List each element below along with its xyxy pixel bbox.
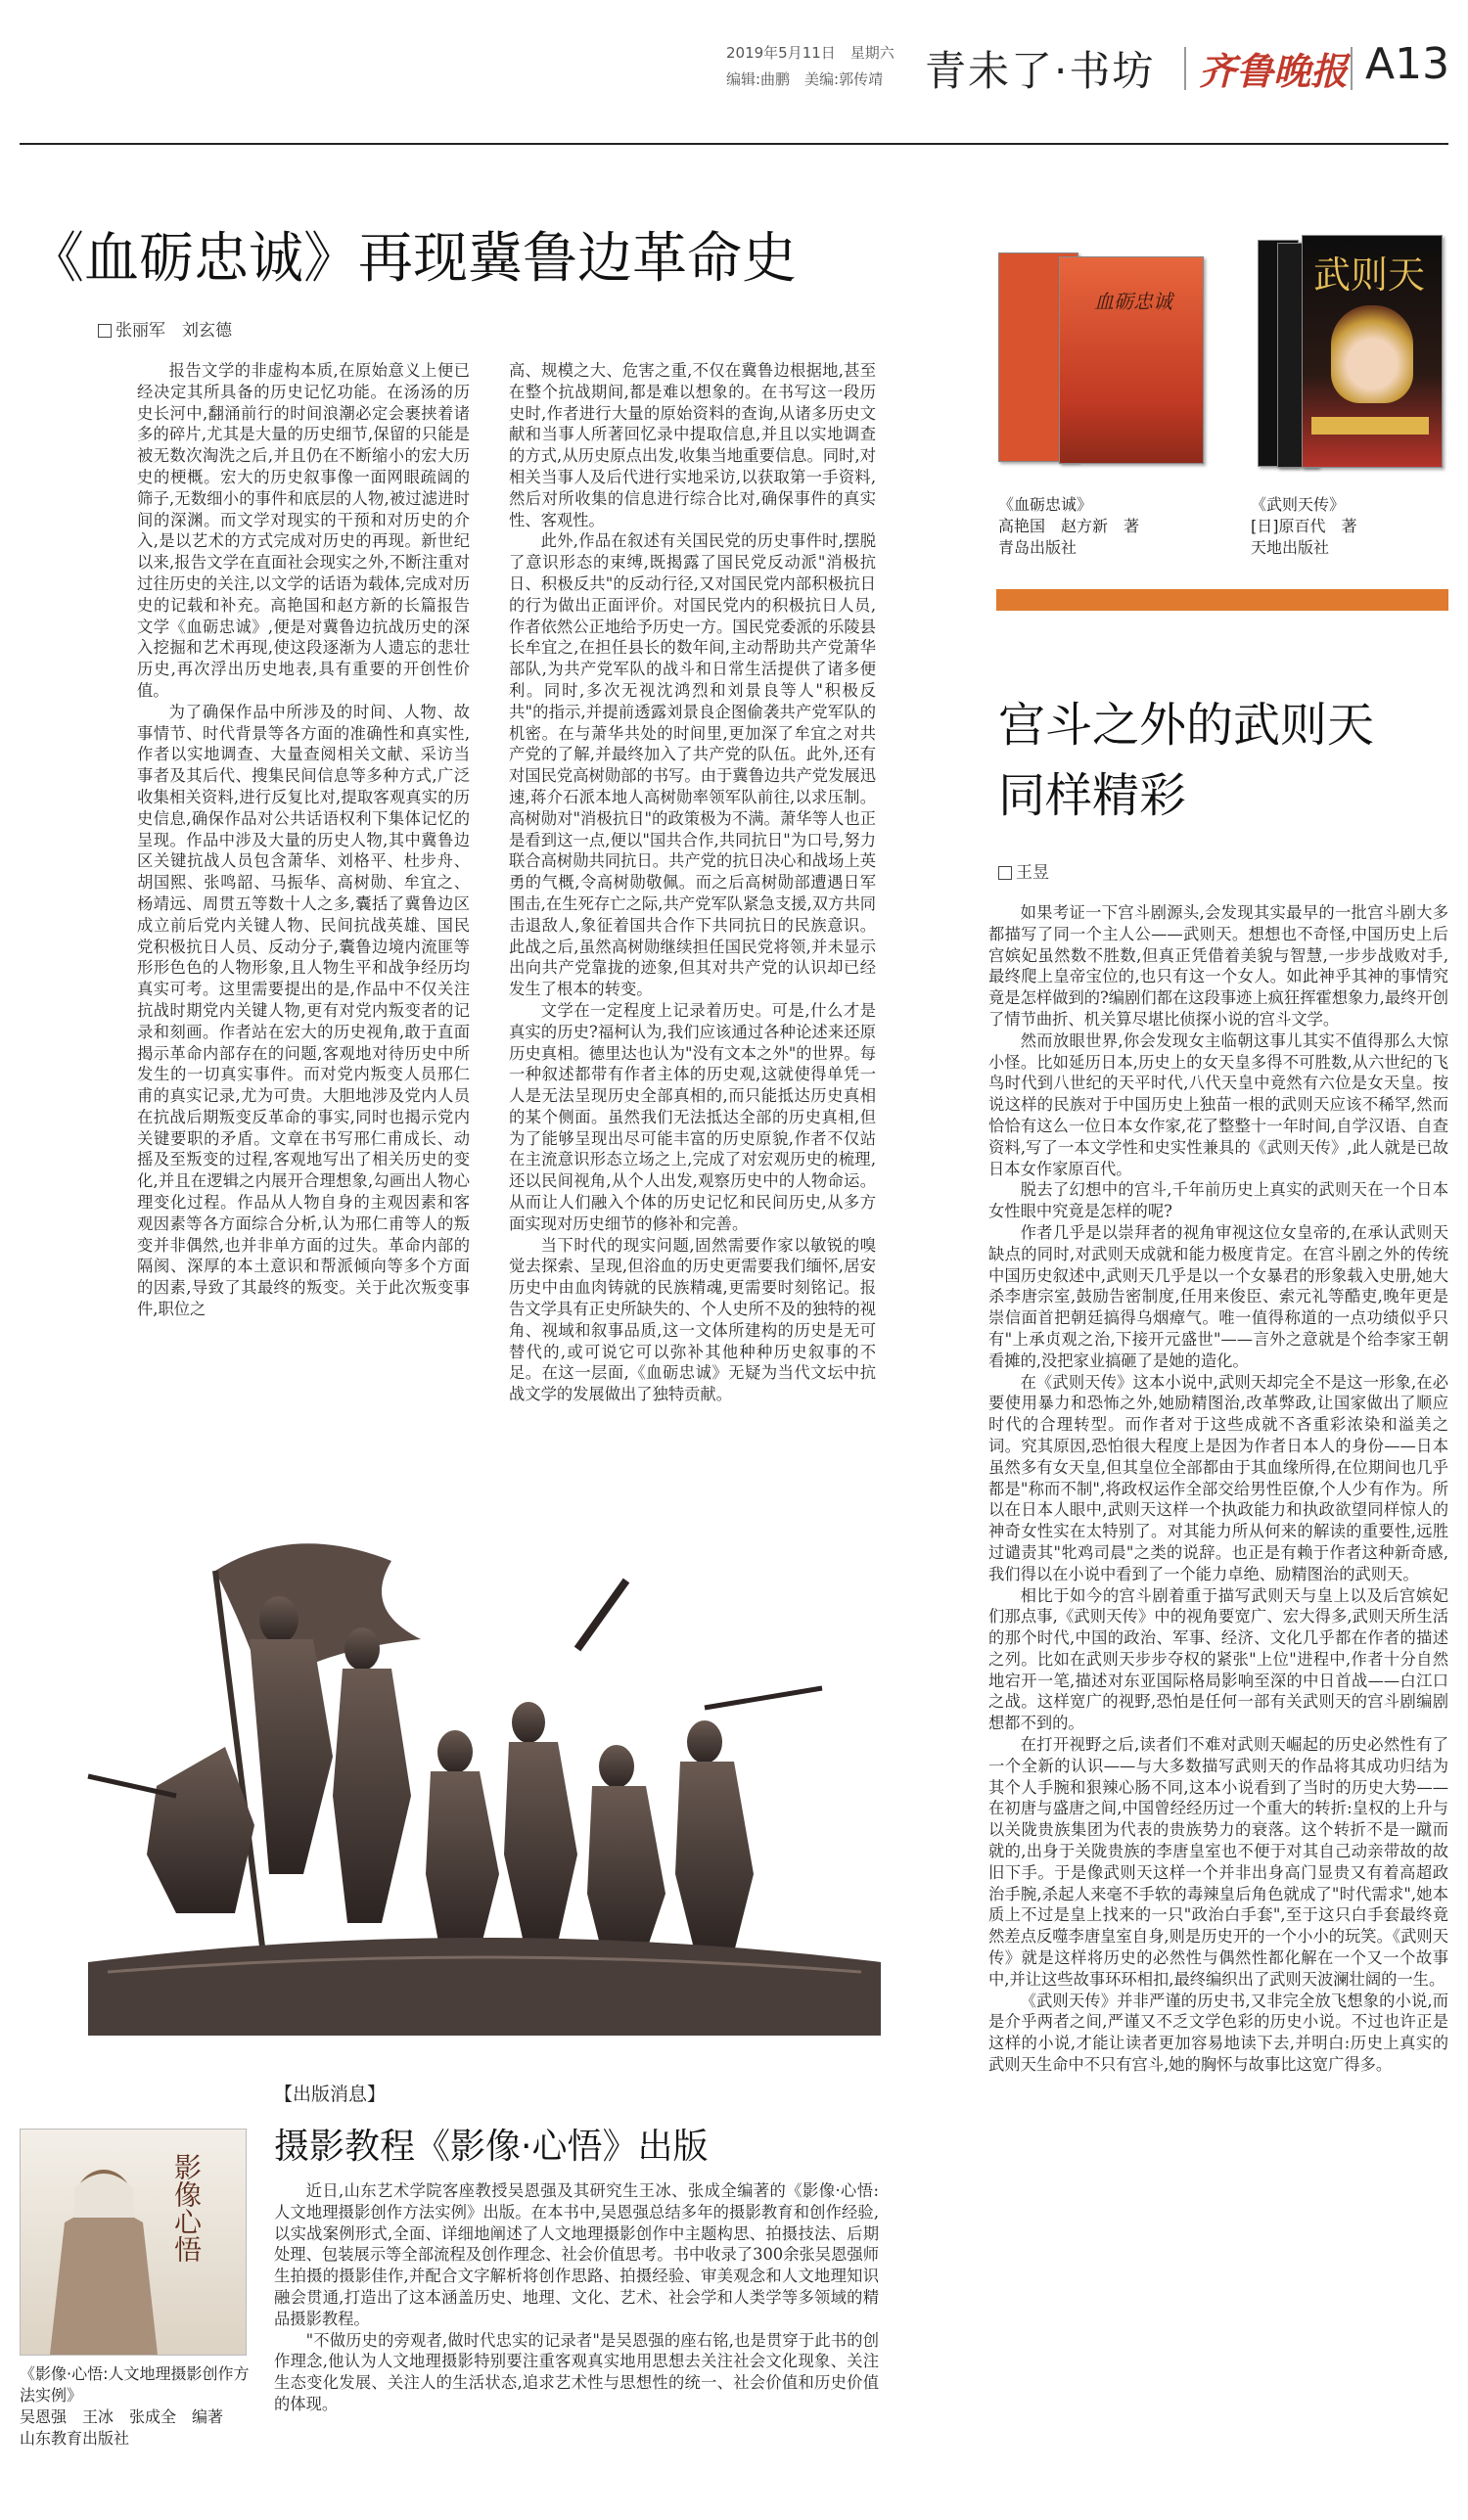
wu-headline-line-1: 宫斗之外的武则天 [998,698,1375,753]
main-headline: 《血砺忠诚》再现冀鲁边革命史 [29,227,797,291]
book-title: 《影像·心悟:人文地理摄影创作方法实例》 [20,2364,250,2405]
statue-flag [215,1543,421,1688]
pub-book-cover [20,2129,247,2356]
book-caption-wuzetian [1251,494,1446,559]
paragraph: 作者几乎是以崇拜者的视角审视这位女皇帝的,在承认武则天缺点的同时,对武则天成就和能力极度肯定。在宫斗剧之外的传统中国历史叙述中,武则天几乎是以一个女暴君的形象载入史册,她大杀李唐宗室,鼓励告密制度,任用来俊臣、索元礼等酷吏,晚年更是崇信面首把朝廷搞得乌烟瘴气。唯一值得称道的一点功绩似乎只有"上承贞观之治,下接开元盛世"——言外之意就是个给李家王朝看摊的,没把家业搞砸了是她的造化。 [988,1222,1448,1370]
book-authors: 高艳国 赵方新 著 [998,517,1140,535]
masthead-paper-logo: 齐鲁晚报 [1199,49,1349,93]
paragraph: 文学在一定程度上记录着历史。可是,什么才是真实的历史?福柯认为,我们应该通过各种论述来还原历史真相。德里达也认为"没有文本之外"的世界。每一种叙述都带有作者主体的历史观,这就使得单凭一人是无法呈现历史全部真相的,而只能抵达历史真相的某个侧面。虽然我们无法抵达全部的历史真相,但为了能够呈现出尽可能丰富的历史原貌,作者不仅站在主流意识形态立场之上,完成了对宏观历史的梳理,还以民间视角,从个人出发,观察历史中的人物命运。从而让人们融入个体的历史记忆和民间历史,从多方面实现对历史细节的修补和完善。 [509,1000,876,1233]
paragraph: 当下时代的现实问题,固然需要作家以敏锐的嗅觉去探索、呈现,但浴血的历史更需要我们缅怀,居安历史中由血肉铸就的民族精魂,更需要时刻铭记。报告文学具有正史所缺失的、个人史所不及的独特的视角、视域和叙事品质,这一文体所建构的历史是无可替代的,或可说它可以弥补其他种种历史叙事的不足。在这一层面,《血砺忠诚》无疑为当代文坛中抗战文学的发展做出了独特贡献。 [509,1235,876,1404]
paragraph: 为了确保作品中所涉及的时间、人物、故事情节、时代背景等各方面的准确性和真实性,作者以实地调查、大量查阅相关文献、采访当事者及其后代、搜集民间信息等多种方式,广泛收集相关资料,进行反复比对,提取客观真实的历史信息,确保作品对公共话语权利下集体记忆的呈现。作品中涉及大量的历史人物,其中冀鲁边区关键抗战人员包含萧华、刘格平、杜步舟、胡国熙、张鸣韶、马振华、高树勋、牟宜之、杨靖远、周贯五等数十人之多,囊括了冀鲁边区成立前后党内关键人物、民间抗战英雄、国民党积极抗日人员、反动分子,囊鲁边境内流匪等形形色色的人物形象,且人物生平和战争经历均真实可考。这里需要提出的是,作品中不仅关注抗战时期党内关键人物,更有对党内叛变者的记录和刻画。作者站在宏大的历史视角,敢于直面揭示革命内部存在的问题,客观地对待历史中所发生的一切真实事件。而对党内叛变人员邢仁甫的真实记录,尤为可贵。大胆地涉及党内人员在抗战后期叛变反革命的事实,同时也揭示党内关键要职的矛盾。文章在书写邢仁甫成长、动摇及至叛变的过程,客观地写出了相关历史的变化,并且在逻辑之内展开合理想象,勾画出人物心理变化过程。作品从人物自身的主观因素和客观因素等各方面综合分析,认为邢仁甫等人的叛变并非偶然,也并非单方面的过失。革命内部的隔阂、深厚的本土意识和帮派倾向等多个方面的因素,导致了其最终的叛变。关于此次叛变事件,职位之 [137,702,470,1319]
paragraph: 然而放眼世界,你会发现女主临朝这事儿其实不值得那么大惊小怪。比如延历日本,历史上的女天皇多得不可胜数,从六世纪的飞鸟时代到八世纪的天平时代,八代天皇中竟然有六位是女天皇。按说这样的民族对于中国历史上独苗一根的武则天应该不稀罕,然而恰恰有这么一位日本女作家,花了整整十一年时间,自学汉语、自查资料,写了一本文学性和史实性兼具的《武则天传》,此人就是已故日本女作家原百代。 [988,1031,1448,1178]
book-cover-title: 武则天 [1313,253,1426,297]
pub-note-tag: 【出版消息】 [274,2084,387,2105]
book-authors: [日]原百代 著 [1251,517,1357,535]
book-title: 《武则天传》 [1251,495,1346,514]
main-byline [98,316,232,341]
paragraph: 高、规模之大、危害之重,不仅在冀鲁边根据地,甚至在整个抗战期间,都是难以想象的。在书写这一段历史时,作者进行大量的原始资料的查询,从诸多历史文献和当事人所著回忆录中提取信息,并且以实地调查的方式,从历史原点出发,收集当地重要信息。同时,对相关当事人及后代进行实地采访,以获取第一手资料,然后对所收集的信息进行综合比对,确保事件的真实性、客观性。 [509,361,876,529]
wu-headline [998,690,1429,831]
pub-note-headline: 摄影教程《影像·心悟》出版 [274,2127,709,2167]
statue-figures [88,1581,822,1952]
paragraph: 报告文学的非虚构本质,在原始意义上便已经决定其所具备的历史记忆功能。在汤汤的历史长河中,翻涌前行的时间浪潮必定会裹挟着诸多的碎片,尤其是大量的历史细节,保留的只能是被无数次淘洗之后,并且仍在不断缩小的宏大历史的梗概。宏大的历史叙事像一面网眼疏阔的筛子,无数细小的事件和底层的人物,被过滤进时间的深渊。而文学对现实的干预和对历史的介入,是以艺术的方式完成对历史的再现。新世纪以来,报告文学在直面社会现实之外,不断注重对过往历史的关注,以文学的话语为载体,完成对历史的记载和补充。高艳国和赵方新的长篇报告文学《血砺忠诚》,便是对冀鲁边抗战历史的深入挖掘和艺术再现,使这段逐渐为人遗忘的悲壮历史,再次浮出历史地表,具有重要的开创性价值。 [137,361,470,700]
pub-cover-title: 影像心悟 [170,2153,203,2263]
pub-note-body [274,2180,879,2503]
book-publisher: 青岛出版社 [998,538,1078,557]
book-cover-band [1311,417,1429,435]
main-byline-text: 张丽军 刘玄德 [115,321,232,341]
wu-byline-text: 王昱 [1016,863,1049,883]
paragraph: 脱去了幻想中的宫斗,千年前历史上真实的武则天在一个日本女性眼中究竟是怎样的呢? [988,1180,1448,1221]
section-divider-bar [996,589,1448,611]
pub-cover-figure [21,2130,246,2355]
masthead-section: 青未了·书坊 [925,47,1156,95]
byline-square-icon [98,324,112,338]
book-title: 《血砺忠诚》 [998,495,1093,514]
masthead-separator [1351,47,1353,90]
wu-byline [998,858,1049,883]
book-cover-title: 血砺忠诚 [1094,290,1172,313]
masthead-separator [1184,47,1186,90]
masthead-date: 2019年5月11日 星期六 [726,44,895,62]
masthead-rule [20,143,1448,145]
paragraph: 此外,作品在叙述有关国民党的历史事件时,摆脱了意识形态的束缚,既揭露了国民党反动派"消极抗日、积极反共"的反动行径,又对国民党内部积极抗日的行为做出正面评价。对国民党内的积极抗日人员,作者依然公正地给予历史一方。国民党委派的乐陵县长牟宜之,在担任县长的数年间,主动帮助共产党萧华部队,为共产党军队的战斗和日常生活提供了诸多便利。同时,多次无视沈鸿烈和刘景良等人"积极反共"的指示,并提前透露刘景良企图偷袭共产党军队的机密。在与萧华共处的时间里,更加深了牟宜之对共产党的了解,并最终加入了共产党的队伍。此外,还有对国民党高树勋部的书写。由于冀鲁边共产党发展迅速,蒋介石派本地人高树勋率领军队前往,以求压制。高树勋对"消极抗日"的政策极为不满。萧华等人也正是看到这一点,便以"国共合作,共同抗日"为口号,努力联合高树勋共同抗日。共产党的抗日决心和战场上英勇的气概,令高树勋敬佩。而之后高树勋部遭遇日军围击,在生死存亡之际,共产党军队紧急支援,双方共同击退敌人,象征着国共合作下共同抗日的民族意识。此战之后,虽然高树勋继续担任国民党将领,并未显示出向共产党靠拢的迹象,但其对共产党的认识却已经发生了根本的转变。 [509,531,876,999]
paragraph: 在打开视野之后,读者们不难对武则天崛起的历史必然性有了一个全新的认识——与大多数描写武则天的作品将其成功归结为其个人手腕和狠辣心肠不同,这本小说看到了当时的历史大势——在初唐与盛唐之间,中国曾经经历过一个重大的转折:皇权的上升与以关陇贵族集团为代表的贵族势力的衰落。这个转折不是一蹴而就的,出身于关陇贵族的李唐皇室也不便于对其自己动亲带故的故旧下手。于是像武则天这样一个并非出身高门显贵又有着高超政治手腕,杀起人来毫不手软的毒辣皇后角色就成了"时代需求",她本质上不过是皇上找来的一只"政治白手套",至于这只白手套最终竟然差点反噬李唐皇室自身,则是历史开的一个小小的玩笑。《武则天传》就是这样将历史的必然性与偶然性都化解在一个又一个故事中,并让这些故事环环相扣,最终编织出了武则天波澜壮阔的一生。 [988,1735,1448,1989]
main-article-column-1 [137,360,470,1437]
paragraph: 相比于如今的宫斗剧着重于描写武则天与皇上以及后宫嫔妃们那点事,《武则天传》中的视角要宽广、宏大得多,武则天所生活的那个时代,中国的政治、军事、经济、文化几乎都在作者的描述之列。比如在武则天步步夺权的紧张"上位"进程中,作者十分自然地宕开一笔,描述对东亚国际格局影响至深的中日首战——白江口之战。这样宽广的视野,恐怕是任何一部有关武则天的宫斗剧编剧想都不到的。 [988,1585,1448,1733]
masthead-editors: 编辑:曲鹏 美编:郭传靖 [726,70,884,88]
pub-book-caption [20,2363,254,2450]
paragraph: 《武则天传》并非严谨的历史书,又非完全放飞想象的小说,而是介乎两者之间,严谨又不乏文学色彩的历史小说。不过也许正是这样的小说,才能让读者更加容易地读下去,并明白:历史上真实的武则天生命中不只有宫斗,她的胸怀与故事比这宽广得多。 [988,1991,1448,2075]
paragraph: 在《武则天传》这本小说中,武则天却完全不是这一形象,在必要使用暴力和恐怖之外,她励精图治,改革弊政,让国家做出了顺应时代的合理转型。而作者对于这些成就不吝重彩浓染和溢美之词。究其原因,恐怕很大程度上是因为作者日本人的身份——日本虽然多有女天皇,但其皇位全部都由于其血缘所得,在位期间也几乎都是"称而不制",将政权运作全部交给男性臣僚,个人少有作为。所以在日本人眼中,武则天这样一个执政能力和执政欲望同样惊人的神奇女性实在太特别了。对其能力所从何来的解读的重要性,远胜过谴责其"牝鸡司晨"之类的说辞。也正是有赖于作者这种新奇感,我们得以在小说中看到了一个能力卓绝、励精图治的武则天。 [988,1372,1448,1583]
statue-base [88,1938,881,2036]
paragraph: 近日,山东艺术学院客座教授吴恩强及其研究生王冰、张成全编著的《影像·心悟:人文地理摄影创作方法实例》出版。在本书中,吴恩强总结多年的摄影教育和创作经验,以实战案例形式,全面、详细地阐述了人文地理摄影创作中主题构思、拍摄技法、后期处理、包装展示等全部流程及创作理念、社会价值思考。书中收录了300余张吴恩强师生拍摄的摄影佳作,并配合文字解析将创作思路、拍摄经验、审美观念和人文地理知识融会贯通,打造出了这本涵盖历史、地理、文化、艺术、社会学和人类学等多领域的精品摄影教程。 [274,2181,879,2328]
paragraph: "不做历史的旁观者,做时代忠实的记录者"是吴恩强的座右铭,也是贯穿于此书的创作理念,他认为人文地理摄影特别要注重客观真实地用思想去关注社会文化现象、关注生态变化发展、关注人的生活状态,追求艺术性与思想性的统一、社会价值和历史价值的体现。 [274,2330,879,2413]
masthead-page-number: A13 [1365,39,1450,89]
wu-article-column [988,902,1448,2505]
book-publisher: 天地出版社 [1251,538,1330,557]
byline-square-icon [998,866,1012,880]
book-authors: 吴恩强 王冰 张成全 编著 [20,2407,224,2426]
book-publisher: 山东教育出版社 [20,2429,130,2448]
statue-sculpture-photo [69,1502,891,2036]
book-cover-portrait [1331,305,1413,403]
paragraph: 如果考证一下宫斗剧源头,会发现其实最早的一批宫斗剧大多都描写了同一个主人公——武则天。想想也不奇怪,中国历史上后宫嫔妃虽然数不胜数,但真正凭借着美貌与智慧,一步步战败对手,最终爬上皇帝宝位的,也只有这一个女人。如此神乎其神的事情究竟是怎样做到的?编剧们都在这段事迹上疯狂挥霍想象力,最终开创了情节曲折、机关算尽堪比侦探小说的宫斗文学。 [988,903,1448,1029]
book-caption-xueli [998,494,1233,559]
wu-headline-line-2: 同样精彩 [998,768,1187,823]
